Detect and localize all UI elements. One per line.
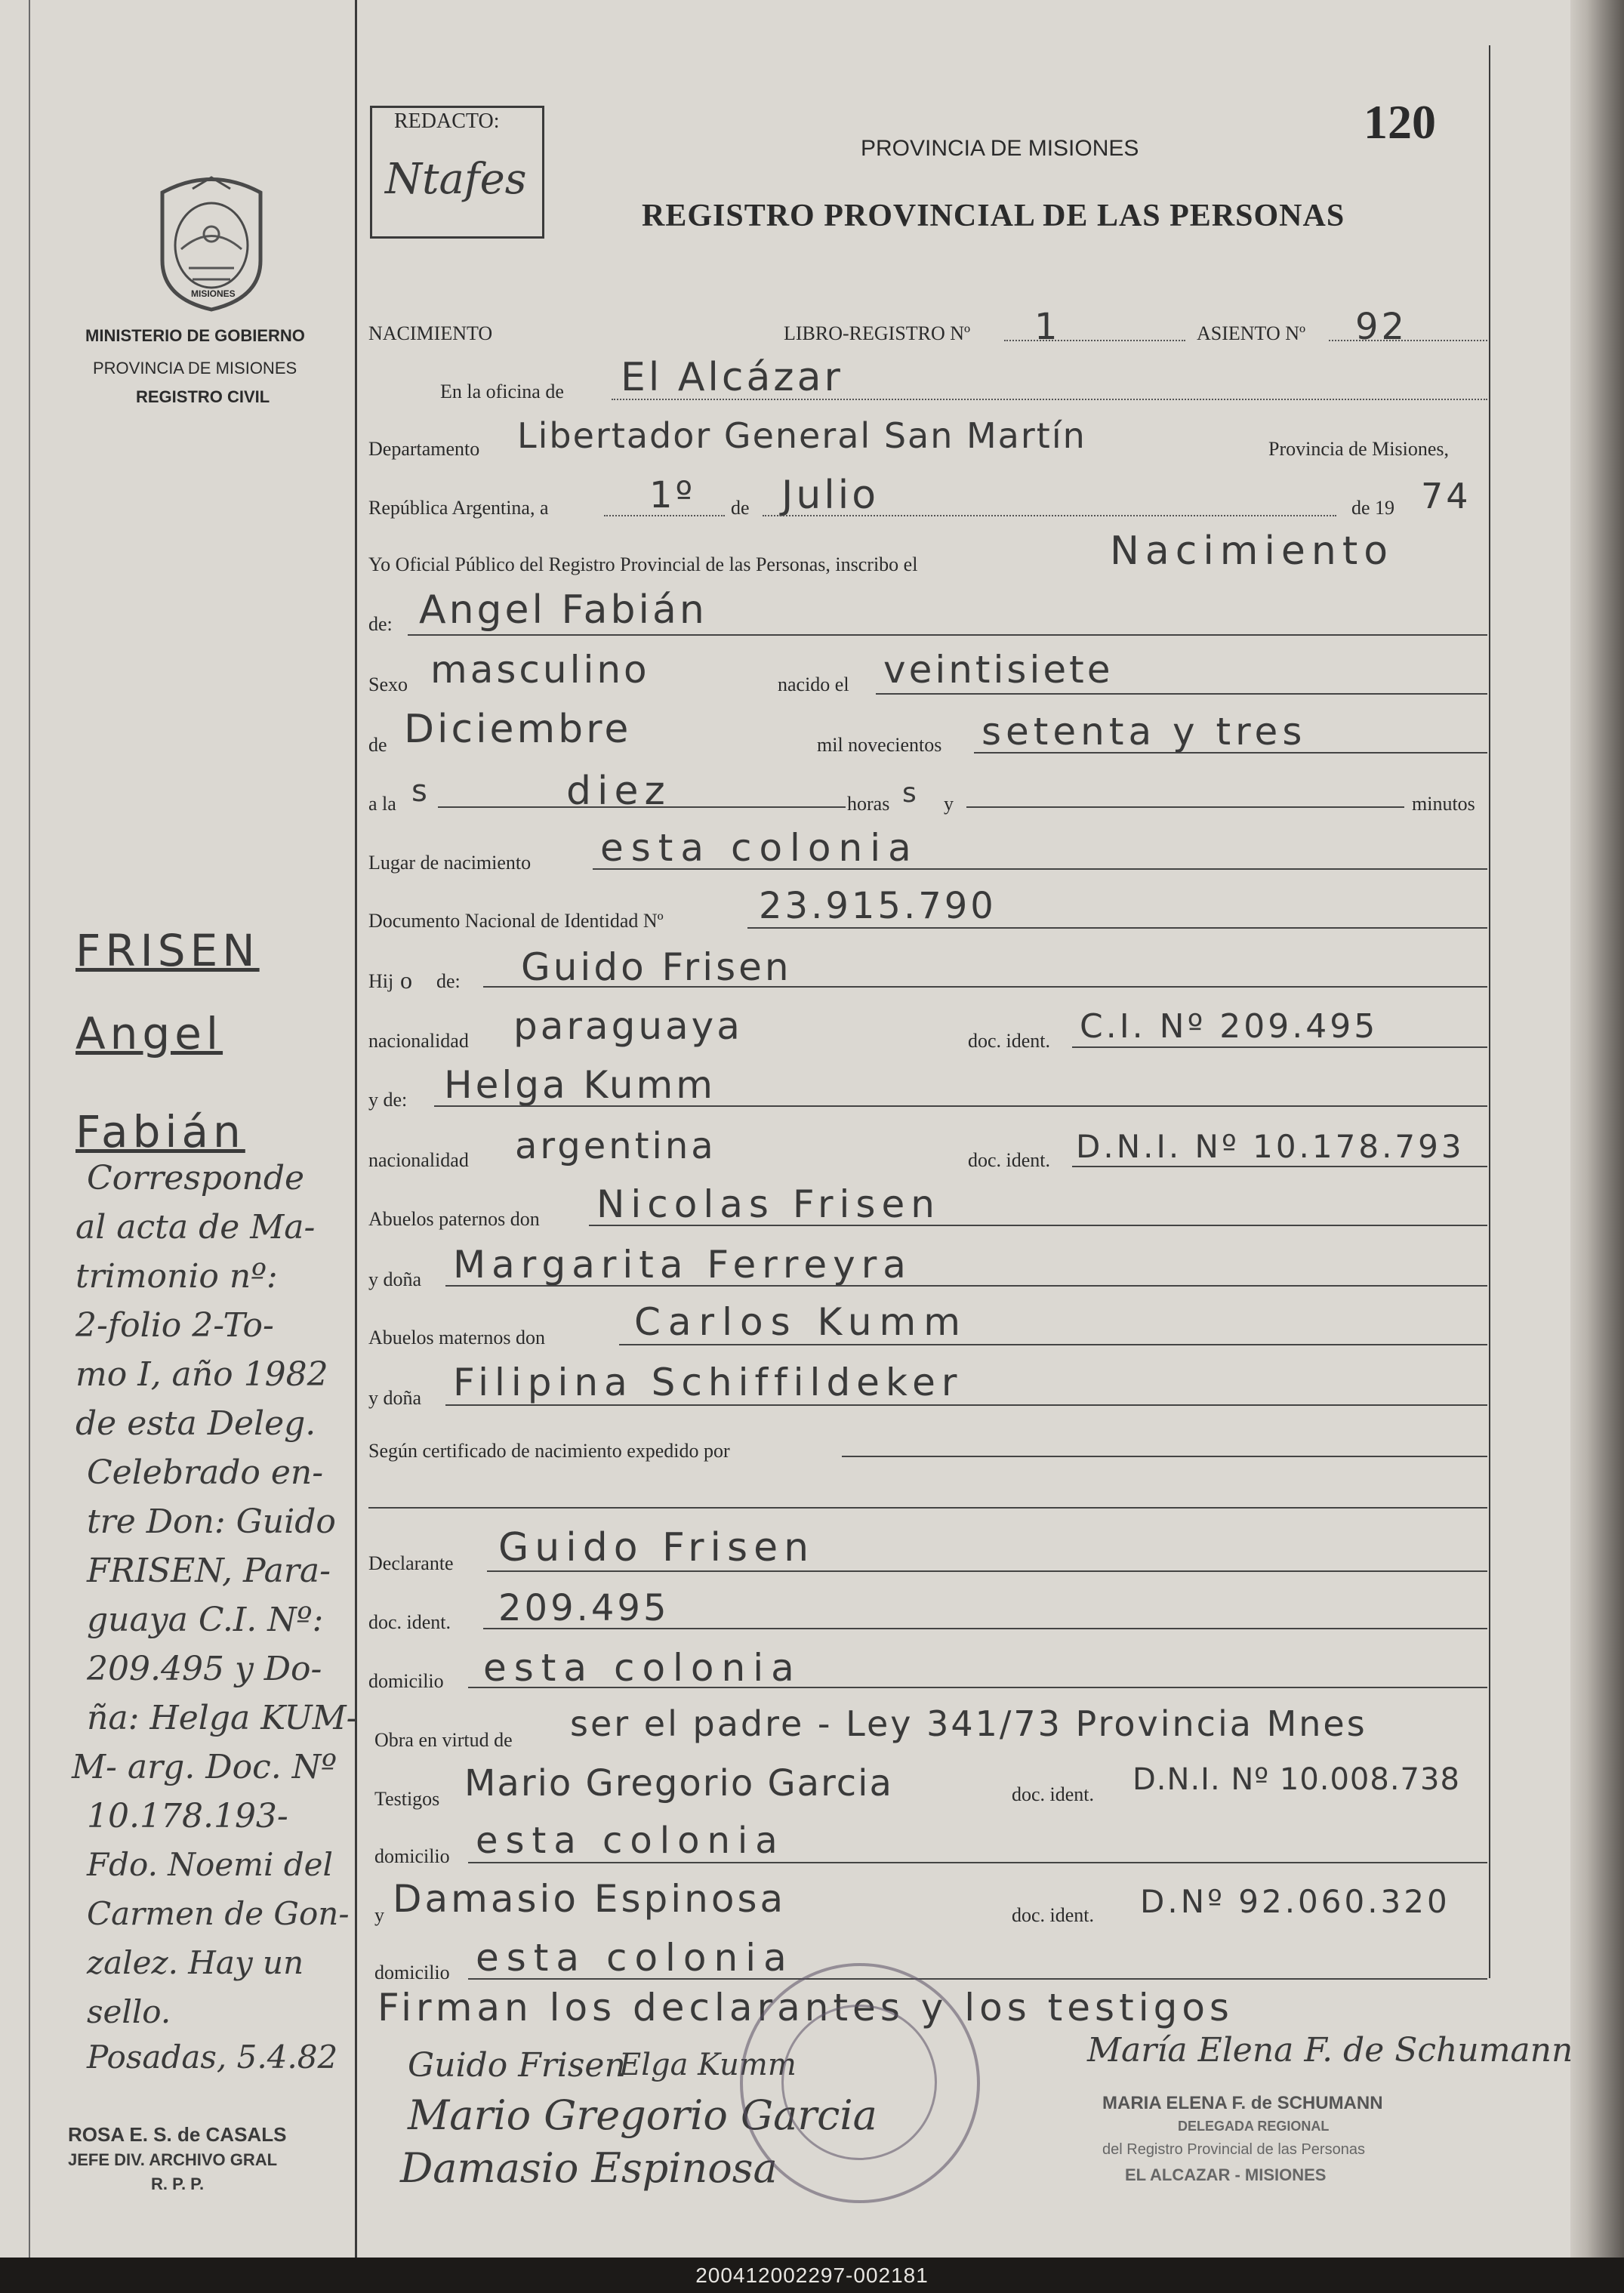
margin-stamp-line-1: ROSA E. S. de CASALS (68, 2123, 287, 2146)
abuelo-p-value: Nicolas Frisen (596, 1182, 941, 1226)
official-stamp-line-4: EL ALCAZAR - MISIONES (1125, 2165, 1327, 2184)
alas-label: a la (368, 793, 396, 815)
oficina-label: En la oficina de (440, 381, 564, 402)
padre-doc-line (1072, 1046, 1487, 1048)
decl-dom-value: esta colonia (483, 1646, 802, 1690)
official-stamp-line-3: del Registro Provincial de las Personas (1102, 2141, 1365, 2158)
abuela-m-value: Filipina Schiffildeker (453, 1361, 963, 1404)
y2-label: y (374, 1904, 384, 1926)
padre-value: Guido Frisen (521, 945, 792, 989)
book-spine (1570, 0, 1624, 2258)
anio-nac-line (974, 752, 1487, 754)
registry-round-stamp-inner (781, 2005, 937, 2160)
dni-line (747, 927, 1487, 929)
official-stamp-line-1: MARIA ELENA F. de SCHUMANN (1102, 2093, 1383, 2113)
right-column-rule (1489, 45, 1490, 1978)
official-stamp-line-2: DELEGADA REGIONAL (1178, 2119, 1330, 2134)
margin-note-line: Celebrado en- (87, 1453, 324, 1492)
testigo1-dom-line (468, 1862, 1487, 1863)
margin-name-1: Angel (75, 1008, 223, 1059)
libro-value: 1 (1034, 306, 1061, 348)
ministry-line-1: MINISTERIO DE GOBIERNO (85, 326, 305, 345)
minutos-line (966, 806, 1404, 808)
hijo-label: Hij (368, 970, 394, 992)
abuela-m-line (445, 1404, 1487, 1406)
testigo2-dom-label: domicilio (374, 1962, 450, 1983)
decl-dom-label: domicilio (368, 1670, 444, 1692)
lugar-value: esta colonia (600, 826, 919, 870)
mes-nac-value: Diciembre (404, 707, 632, 752)
de-label: de (731, 497, 750, 519)
testigo1-value: Mario Gregorio Garcia (464, 1762, 893, 1805)
republica-label: República Argentina, a (368, 497, 549, 519)
dia-line (604, 515, 725, 516)
departamento-value: Libertador General San Martín (517, 415, 1086, 456)
margin-note-line: Corresponde (87, 1159, 305, 1197)
declarante-value: Guido Frisen (498, 1525, 815, 1570)
testigo1-doc-label: doc. ident. (1012, 1783, 1095, 1805)
hijo-de-label: de: (436, 970, 461, 992)
libro-line (1004, 340, 1185, 341)
departamento-label: Departamento (368, 438, 480, 460)
madre-doc-value: D.N.I. Nº 10.178.793 (1076, 1128, 1465, 1165)
margin-note-line: 2-folio 2-To- (75, 1306, 274, 1345)
signature-declarante: Guido Frisen (408, 2046, 626, 2085)
testigo2-doc-label: doc. ident. (1012, 1904, 1095, 1926)
asiento-label: ASIENTO Nº (1197, 322, 1306, 344)
horas-line (438, 806, 846, 808)
margin-note-line: FRISEN, Para- (87, 1552, 331, 1590)
margin-note-line: guaya C.I. Nº: (87, 1601, 324, 1639)
margin-note-line: sello. (87, 1993, 171, 2030)
segun-line-1 (842, 1456, 1487, 1457)
decl-doc-line (483, 1628, 1487, 1629)
de2-label: de: (368, 613, 393, 635)
horas-label: horas (847, 793, 890, 815)
libro-label: LIBRO-REGISTRO Nº (784, 322, 971, 344)
sexo-value: masculino (430, 648, 650, 692)
yde-label: y de: (368, 1089, 408, 1111)
oficina-line (612, 399, 1487, 400)
madre-line (434, 1105, 1487, 1107)
abuelos-p-label: Abuelos paternos don (368, 1208, 540, 1230)
madre-nac-label: nacionalidad (368, 1149, 469, 1171)
testigo2-dom-line (468, 1978, 1487, 1980)
margin-note-line: mo I, año 1982 (75, 1355, 328, 1394)
padre-doc-label: doc. ident. (968, 1030, 1051, 1052)
margin-note-line: zalez. Hay un (87, 1944, 304, 1981)
testigo1-dom-label: domicilio (374, 1845, 450, 1867)
dia-value: 1º (649, 474, 696, 516)
anio-prefix: de 19 (1351, 497, 1395, 519)
minutos-label: minutos (1412, 793, 1475, 815)
margin-stamp-line-3: R. P. P. (151, 2174, 205, 2193)
segun-label: Según certificado de nacimiento expedido por (368, 1440, 730, 1462)
anio-value: 74 (1421, 476, 1471, 516)
declarante-label: Declarante (368, 1552, 454, 1574)
alas-suffix: s (411, 774, 430, 809)
abuelo-m-value: Carlos Kumm (634, 1300, 968, 1344)
margin-note-line: Fdo. Noemi del (87, 1846, 333, 1883)
mil-label: mil novecientos (817, 734, 942, 756)
margin-note-line: Posadas, 5.4.82 (87, 2039, 338, 2076)
de3-label: de (368, 734, 387, 756)
abuela-m-label: y doña (368, 1387, 422, 1409)
margin-note-line: tre Don: Guido (87, 1502, 336, 1541)
madre-nac-value: argentina (515, 1125, 716, 1167)
abuela-p-line (445, 1285, 1487, 1287)
act-type-label: NACIMIENTO (368, 322, 493, 344)
nombre-value: Angel Fabián (419, 587, 707, 633)
margin-note-line: M- arg. Doc. Nº (72, 1748, 337, 1786)
redacto-label: REDACTO: (394, 109, 500, 133)
nacido-line (876, 693, 1487, 695)
nacido-label: nacido el (778, 673, 849, 695)
obra-label: Obra en virtud de (374, 1729, 513, 1751)
abuela-p-label: y doña (368, 1268, 422, 1290)
madre-value: Helga Kumm (444, 1063, 716, 1107)
mes-line (763, 515, 1336, 516)
anio-nac-value: setenta y tres (981, 710, 1307, 754)
lugar-line (593, 868, 1487, 870)
testigo1-doc-value: D.N.I. Nº 10.008.738 (1132, 1762, 1460, 1797)
padre-nac-label: nacionalidad (368, 1030, 469, 1052)
testigo2-dom-value: esta colonia (476, 1936, 794, 1980)
signature-testigo-2: Damasio Espinosa (400, 2144, 778, 2192)
margin-note-line: ña: Helga KUM- (87, 1699, 358, 1737)
signature-official: María Elena F. de Schumann (1087, 2031, 1573, 2070)
left-margin-rule (29, 0, 30, 2258)
margin-note-line: de esta Deleg. (75, 1404, 316, 1443)
registry-heading: REGISTRO PROVINCIAL DE LAS PERSONAS (642, 199, 1345, 233)
province-heading: PROVINCIA DE MISIONES (861, 136, 1139, 161)
abuelo-p-line (589, 1225, 1487, 1226)
dni-label: Documento Nacional de Identidad Nº (368, 910, 664, 932)
testigos-label: Testigos (374, 1788, 440, 1810)
madre-doc-label: doc. ident. (968, 1149, 1051, 1171)
hijo-suffix: o (400, 966, 412, 994)
segun-line-2 (368, 1507, 1487, 1509)
lugar-label: Lugar de nacimiento (368, 852, 532, 874)
margin-note-line: 10.178.193- (87, 1797, 288, 1835)
margin-surname: FRISEN (75, 925, 260, 976)
testigo2-value: Damasio Espinosa (393, 1877, 787, 1921)
signature-madre: Elga Kumm (619, 2048, 797, 2082)
mes-value: Julio (781, 473, 880, 518)
testigo1-dom-value: esta colonia (476, 1820, 785, 1862)
document-id: 200412002297-002181 (695, 2264, 929, 2287)
main-column-rule (355, 0, 357, 2258)
abuela-p-value: Margarita Ferreyra (453, 1243, 912, 1287)
margin-name-2: Fabián (75, 1106, 245, 1157)
obra-value: ser el padre - Ley 341/73 Provincia Mnes (570, 1703, 1367, 1744)
padre-doc-value: C.I. Nº 209.495 (1080, 1007, 1379, 1046)
padre-nac-value: paraguaya (513, 1004, 743, 1048)
testigo2-doc-value: D.Nº 92.060.320 (1140, 1883, 1450, 1920)
page-number: 120 (1364, 95, 1436, 149)
oficial-label: Yo Oficial Público del Registro Provincial de las Personas, inscribo el (368, 553, 918, 575)
margin-stamp-line-2: JEFE DIV. ARCHIVO GRAL (68, 2150, 278, 2169)
nacido-value: veintisiete (883, 648, 1114, 692)
declarante-line (487, 1570, 1487, 1572)
y-label: y (944, 793, 954, 815)
ministry-line-2: PROVINCIA DE MISIONES (93, 359, 297, 378)
asiento-value: 92 (1355, 306, 1408, 348)
dni-value: 23.915.790 (759, 885, 997, 927)
abuelos-m-label: Abuelos maternos don (368, 1327, 545, 1348)
sexo-label: Sexo (368, 673, 408, 695)
margin-note-line: Carmen de Gon- (87, 1895, 350, 1932)
ministry-line-3: REGISTRO CIVIL (136, 387, 270, 406)
horas-value: diez (566, 769, 671, 814)
provincia-label: Provincia de Misiones, (1268, 438, 1450, 460)
firman-value: Firman los declarantes y los testigos (377, 1986, 1234, 2029)
madre-doc-line (1072, 1166, 1487, 1167)
margin-note-line: al acta de Ma- (75, 1208, 316, 1247)
abuelo-m-line (619, 1344, 1487, 1345)
horas-suffix: s (902, 778, 920, 809)
asiento-line (1329, 340, 1487, 341)
redacto-signature: Ntafes (385, 155, 527, 204)
margin-note-line: trimonio nº: (75, 1257, 278, 1296)
decl-doc-label: doc. ident. (368, 1611, 451, 1633)
decl-dom-line (468, 1687, 1487, 1688)
nombre-line (408, 634, 1487, 636)
seal-label: MISIONES (191, 288, 236, 299)
inscribo-value: Nacimiento (1110, 529, 1394, 574)
signature-testigo-1: Mario Gregorio Garcia (408, 2091, 877, 2139)
oficina-value: El Alcázar (621, 355, 843, 400)
padre-line (483, 986, 1487, 988)
decl-doc-value: 209.495 (498, 1587, 670, 1629)
margin-note-line: 209.495 y Do- (87, 1650, 322, 1688)
